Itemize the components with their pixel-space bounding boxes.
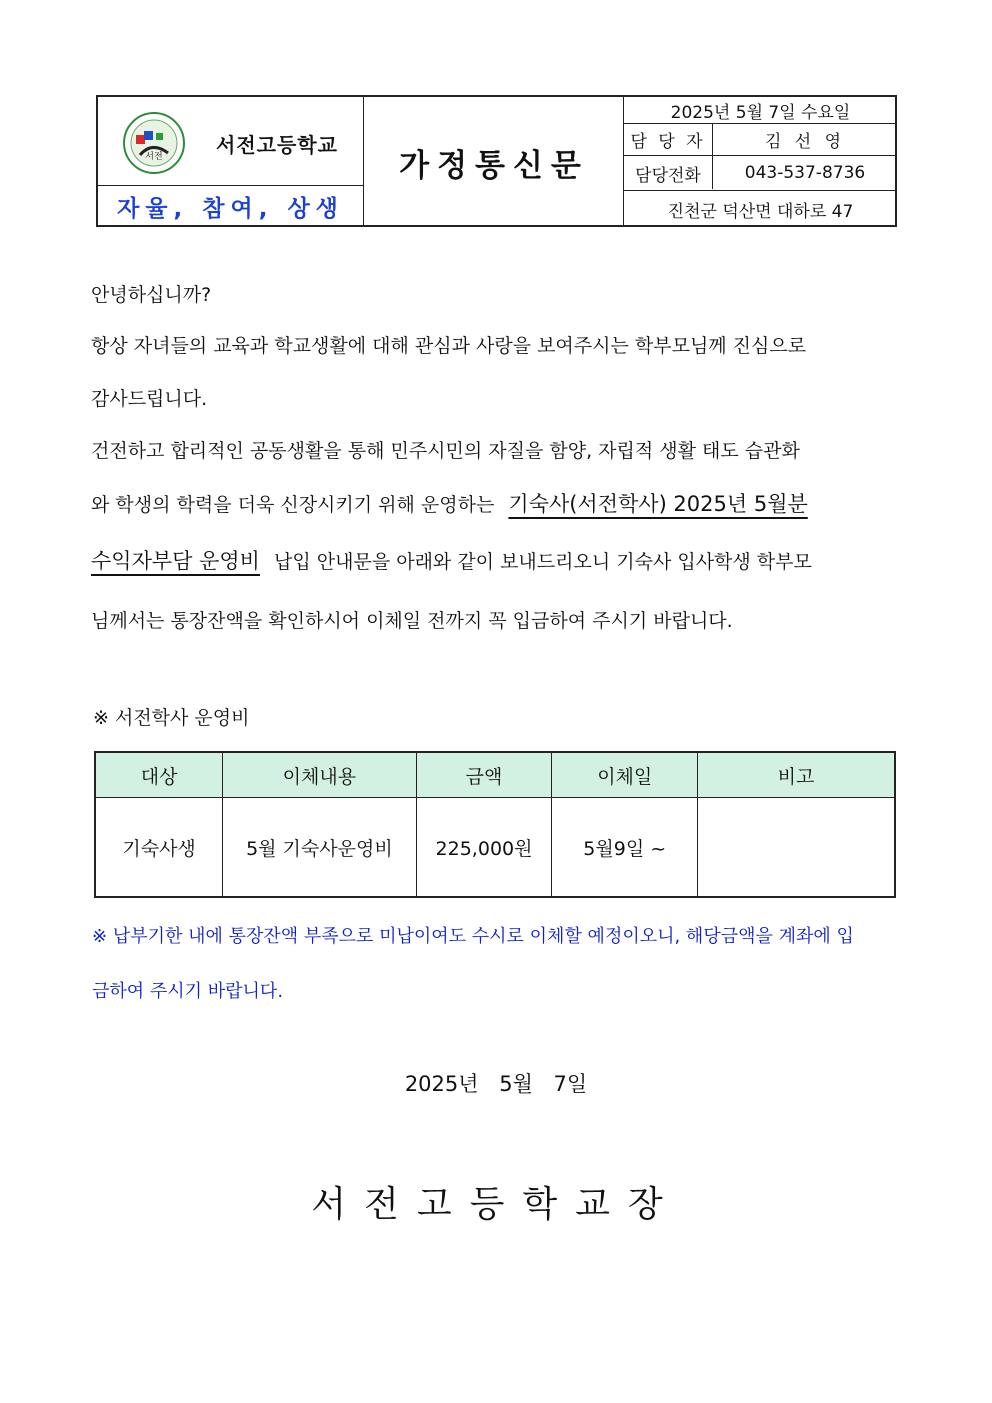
svg-text:서전: 서전 (145, 152, 163, 162)
table-cell: 225,000원 (416, 798, 552, 898)
column-header: 금액 (416, 752, 552, 798)
school-motto: 자율, 참여, 상생 (117, 196, 344, 222)
paragraph-line (91, 488, 808, 518)
footer-date: 2025년 5월 7일 (404, 1072, 588, 1096)
column-header: 비고 (698, 752, 895, 798)
table-cell: 5월 기숙사운영비 (223, 798, 416, 898)
greeting: 안녕하십니까? (91, 284, 212, 306)
emphasized-text: 수익자부담 운영비 (91, 549, 260, 573)
paragraph-text: 와 학생의 학력을 더욱 신장시키기 위해 운영하는 (91, 494, 495, 516)
issue-date: 2025년 5월 7일 수요일 (670, 102, 851, 123)
table-cell (698, 798, 895, 898)
contact-phone-label: 담당전화 (635, 165, 701, 186)
section-title: ※ 서전학사 운영비 (93, 707, 250, 729)
contact-person-label: 담 당 자 (630, 132, 706, 152)
contact-phone: 043-537-8736 (744, 163, 866, 183)
principal-signature: 서전고등학교장 (311, 1184, 681, 1225)
paragraph-line: 감사드립니다. (91, 388, 208, 410)
table-cell: 기숙사생 (95, 798, 223, 898)
column-header: 이체내용 (223, 752, 416, 798)
header-box (96, 95, 897, 227)
contact-person: 김 선 영 (764, 132, 846, 152)
column-header: 이체일 (552, 752, 698, 798)
fee-table (94, 751, 896, 898)
paragraph-text: 납입 안내문을 아래와 같이 보내드리오니 기숙사 입사학생 학부모 (274, 551, 812, 573)
notice-line: ※ 납부기한 내에 통장잔액 부족으로 미납이여도 수시로 이체할 예정이오니, 해당금액을 계좌에 입 (92, 926, 854, 947)
emphasized-text: 기숙사(서전학사) 2025년 5월분 (508, 492, 808, 516)
school-address: 진천군 덕산면 대하로 47 (667, 201, 854, 222)
school-name: 서전고등학교 (216, 133, 338, 157)
paragraph-line: 항상 자녀들의 교육과 학교생활에 대해 관심과 사랑을 보여주시는 학부모님께 진심으로 (91, 335, 807, 357)
school-logo (122, 111, 186, 175)
column-header: 대상 (95, 752, 223, 798)
table-row (95, 798, 895, 898)
notice-line: 금하여 주시기 바랍니다. (92, 981, 284, 1002)
paragraph-line: 님께서는 통장잔액을 확인하시어 이체일 전까지 꼭 입금하여 주시기 바랍니다. (91, 610, 733, 632)
document-title: 가정통신문 (399, 147, 589, 184)
table-cell: 5월9일 ~ (552, 798, 698, 898)
table-header-row (95, 752, 895, 798)
paragraph-line: 건전하고 합리적인 공동생활을 통해 민주시민의 자질을 함양, 자립적 생활 태도 습관화 (91, 440, 800, 462)
paragraph-line (91, 545, 812, 575)
